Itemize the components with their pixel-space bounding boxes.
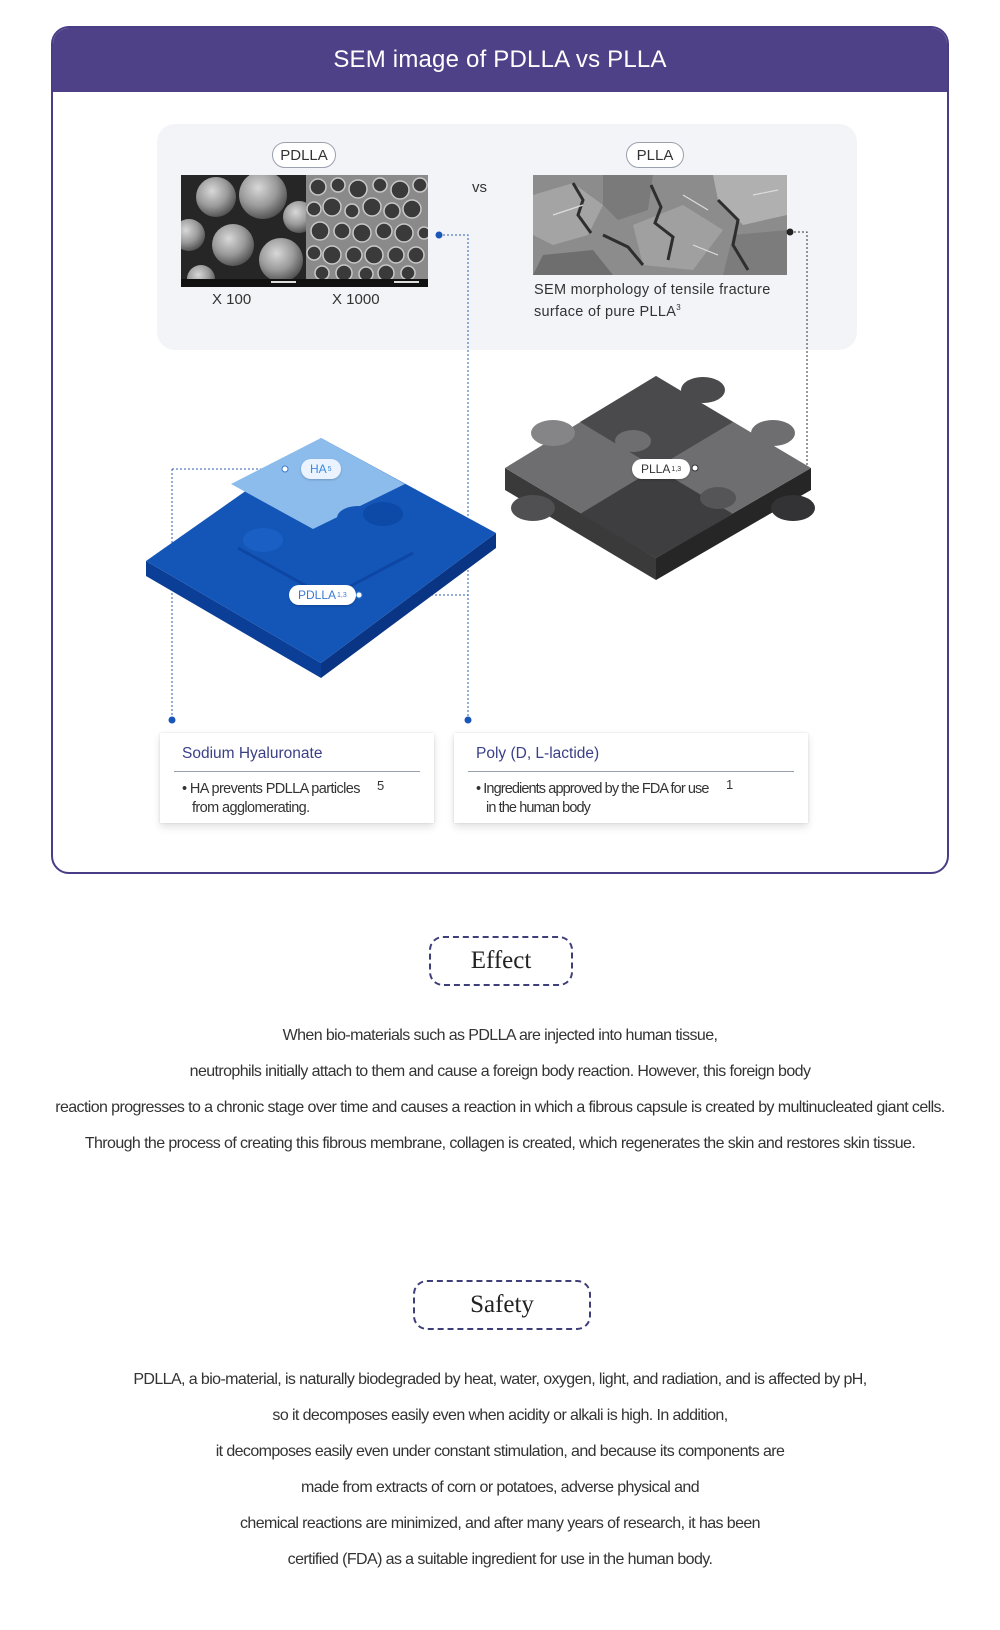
card-title: SEM image of PDLLA vs PLLA: [53, 28, 947, 92]
info-title: Sodium Hyaluronate: [182, 745, 323, 762]
info-text-line2: from agglomerating.: [192, 800, 310, 816]
safety-line: it decomposes easily even under constant stimulation, and because its components are: [215, 1443, 785, 1460]
tag-plla-text: PLLA: [641, 462, 671, 476]
divider: [468, 771, 794, 772]
tag-ha-ref: 5: [327, 465, 332, 473]
info-ref: 5: [377, 778, 385, 793]
plla-caption-line1: SEM morphology of tensile fracture: [534, 282, 771, 298]
comparison-card: [51, 26, 949, 874]
info-text-line2: in the human body: [486, 800, 591, 816]
safety-line: PDLLA, a bio-material, is naturally biodegraded by heat, water, oxygen, light, and radiation, and is affected by pH,: [133, 1371, 867, 1388]
connector-dot: [169, 717, 176, 724]
effect-line: neutrophils initially attach to them and cause a foreign body reaction. However, this foreign body: [189, 1063, 811, 1080]
connector-dot: [465, 717, 472, 724]
safety-line: certified (FDA) as a suitable ingredient for use in the human body.: [287, 1551, 713, 1568]
pdlla-pill: PDLLA: [272, 142, 336, 168]
mag-x100-label: X 100: [212, 291, 252, 308]
effect-line: reaction progresses to a chronic stage over time and causes a reaction in which a fibrous capsule is created by multinucleated giant cells.: [55, 1099, 945, 1116]
connector-dot: [436, 232, 443, 239]
info-text-line1: • Ingredients approved by the FDA for use: [476, 781, 709, 797]
effect-line: When bio-materials such as PDLLA are injected into human tissue,: [282, 1027, 718, 1044]
tag-plla: [632, 459, 690, 479]
mag-x1000-label: X 1000: [332, 291, 380, 308]
tag-pdlla-ref: 1,3: [337, 591, 347, 599]
plla-caption-text: surface of pure PLLA: [534, 303, 677, 320]
tag-ha: [301, 459, 341, 479]
effect-heading: Effect: [429, 936, 573, 986]
tag-plla-ref: 1,3: [671, 465, 682, 473]
connector-dot: [787, 229, 794, 236]
safety-line: chemical reactions are minimized, and after many years of research, it has been: [240, 1515, 760, 1532]
plla-pill: PLLA: [626, 142, 684, 168]
effect-line: Through the process of creating this fibrous membrane, collagen is created, which regenerates the skin and restores skin tissue.: [84, 1135, 916, 1152]
safety-line: made from extracts of corn or potatoes, adverse physical and: [301, 1479, 699, 1496]
info-text-line1: • HA prevents PDLLA particles: [182, 781, 360, 797]
info-text: [476, 780, 709, 818]
divider: [174, 771, 420, 772]
tag-ha-text: HA: [310, 462, 327, 476]
tag-pdlla: [289, 585, 356, 605]
info-title: Poly (D, L-lactide): [476, 745, 600, 762]
info-ref: 1: [726, 777, 734, 792]
safety-paragraph: [0, 1362, 1000, 1578]
effect-paragraph: [0, 1018, 1000, 1162]
vs-label: vs: [472, 179, 487, 196]
info-box-poly-dl-lactide: [454, 733, 808, 823]
info-text: [182, 780, 360, 818]
plla-caption-ref: 3: [676, 303, 681, 312]
safety-heading: Safety: [413, 1280, 591, 1330]
info-box-sodium-hyaluronate: [160, 733, 434, 823]
safety-line: so it decomposes easily even when acidity or alkali is high. In addition,: [272, 1407, 728, 1424]
tag-pdlla-text: PDLLA: [298, 588, 337, 602]
